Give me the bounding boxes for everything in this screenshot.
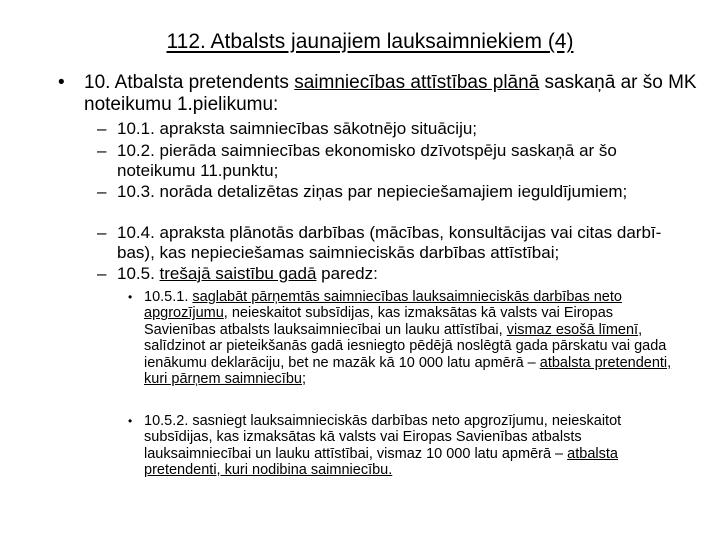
underlined-part: atbalsta pretendenti, kuri pārņem saimniecību; bbox=[144, 354, 672, 388]
small-bullet-icon: • bbox=[128, 290, 133, 304]
underlined-part: saglabāt pārņemtās saimniecības lauksaimnieciskās darbības neto apgrozījumu bbox=[144, 289, 622, 322]
point-10-5-1-text bbox=[144, 289, 674, 387]
text-part: , salīdzinot ar pieteikšanās gadā iesniegto pēdējā noslēgtā gada pārskatu vai gada ienākumu deklarāciju, bet ne mazāk kā 10 000 latu apmērā – bbox=[144, 321, 667, 371]
point-10-text-end: saskaņā ar šo MK noteikumu 1.pielikumu: bbox=[84, 72, 697, 115]
point-10-1-text: 10.1. apraksta saimniecības sākotnējo situāciju; bbox=[117, 119, 478, 138]
point-10-text-start: 10. Atbalsta pretendents bbox=[84, 72, 295, 93]
text-part: 10.5.2. sasniegt lauksaimnieciskās darbības neto apgrozījumu, neieskaitot subsīdijas, kas izmaksātas kā valsts vai Eiropas Savienības atbalsts lauksaimniecībai un lauku attīstībai, vismaz 10 000 latu apmērā – bbox=[144, 413, 622, 462]
bullet-icon: • bbox=[58, 72, 65, 93]
point-10-4-text: 10.4. apraksta plānotās darbības (mācības, konsultācijas vai citas darbī-bas), kas nepieciešamas saimnieciskās darbības attīstībai; bbox=[117, 223, 662, 262]
dash-icon: – bbox=[97, 264, 107, 283]
point-10-underlined: saimniecības attīstības plānā bbox=[294, 72, 540, 93]
point-10-3-text: 10.3. norāda detalizētas ziņas par nepieciešamajiem ieguldījumiem; bbox=[117, 182, 628, 201]
slide-title: 112. Atbalsts jaunajiem lauksaimniekiem (4) bbox=[166, 30, 574, 53]
point-10-5-text bbox=[117, 264, 692, 284]
text-part: , neieskaitot subsīdijas, kas izmaksātas kā valsts vai Eiropas Savienības atbalsts lauksaimniecībai un lauku attīstībai, bbox=[144, 305, 614, 338]
dash-icon: – bbox=[97, 182, 107, 201]
dash-icon: – bbox=[97, 223, 107, 242]
point-10-5-underlined: trešajā saistību gadā bbox=[159, 264, 317, 283]
dash-icon: – bbox=[97, 119, 107, 138]
underlined-part: atbalsta pretendenti, kuri nodibina saimniecību. bbox=[144, 445, 618, 479]
dash-icon: – bbox=[97, 141, 107, 160]
small-bullet-icon: • bbox=[128, 414, 133, 428]
text-part: 10.5.1. bbox=[144, 289, 193, 305]
point-10-5-2-text bbox=[144, 413, 674, 479]
point-10-5-text-end: paredz: bbox=[316, 264, 378, 283]
underlined-part: vismaz esošā līmenī bbox=[506, 321, 639, 338]
point-10-text bbox=[84, 72, 704, 116]
point-10-2-text: 10.2. pierāda saimniecības ekonomisko dzīvotspēju saskaņā ar šo noteikumu 11.punktu; bbox=[117, 141, 617, 180]
point-10-5-text-start: 10.5. bbox=[117, 264, 160, 283]
